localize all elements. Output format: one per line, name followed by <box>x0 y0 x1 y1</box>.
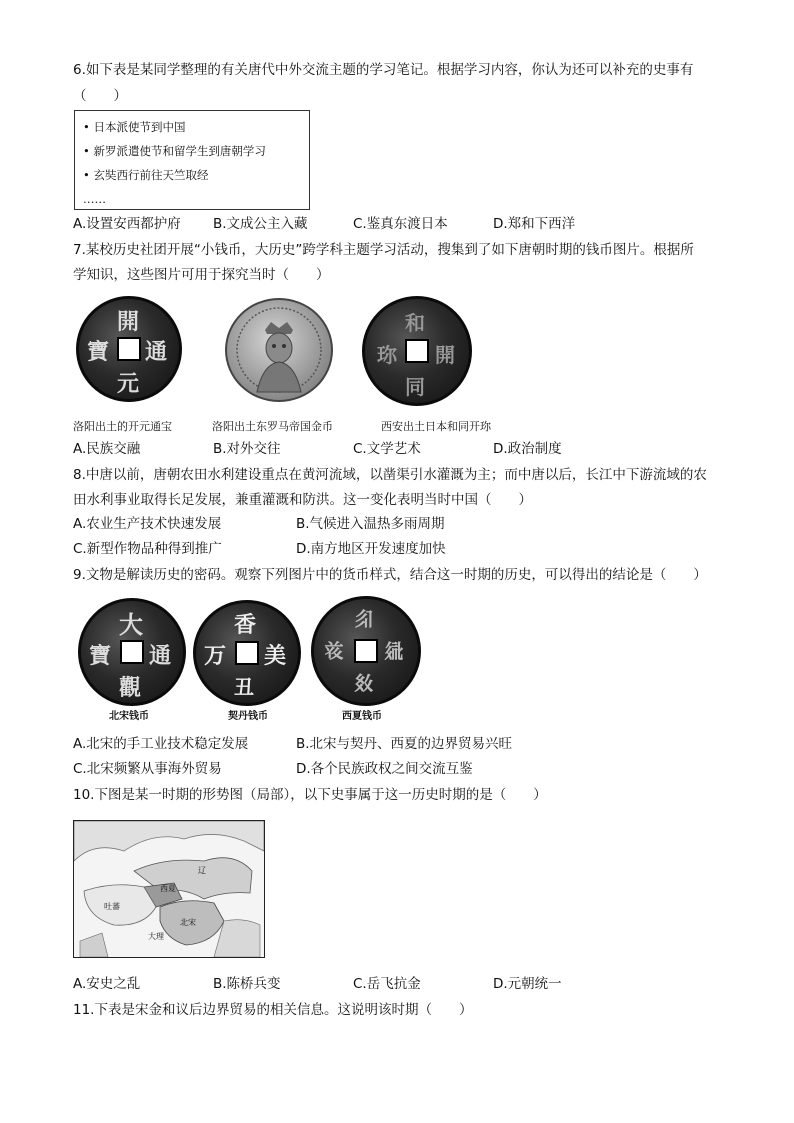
q10-stem-line1: 10.下图是某一时期的形势图（局部），以下史事属于这一历史时期的是（ ） <box>73 787 547 803</box>
q8-option-d[interactable]: D.南方地区开发速度加快 <box>296 541 446 557</box>
caption-khitan: 契丹钱币 <box>228 711 268 722</box>
q10-option-c[interactable]: C.岳飞抗金 <box>353 976 421 992</box>
map-label: 辽 <box>198 866 206 875</box>
q7-option-d[interactable]: D.政治制度 <box>493 441 562 457</box>
q10-option-a[interactable]: A.安史之乱 <box>73 976 141 992</box>
q7-option-a[interactable]: A.民族交融 <box>73 441 141 457</box>
q10-option-d[interactable]: D.元朝统一 <box>493 976 562 992</box>
khitan-coin-image: 香 美 丑 万 <box>193 600 301 706</box>
q6-option-c[interactable]: C.鉴真东渡日本 <box>353 216 448 232</box>
kaiyuan-tongbao-coin-image: 開 通 元 寶 <box>76 296 182 402</box>
map-label: 北宋 <box>180 918 196 927</box>
caption-western-xia: 西夏钱币 <box>342 711 382 722</box>
caption-wado-coin: 西安出土日本和同开珎 <box>381 420 491 433</box>
byzantine-gold-coin-image <box>225 298 333 402</box>
q9-option-a[interactable]: A.北宋的手工业技术稳定发展 <box>73 736 249 752</box>
q6-stem-line1: 6.如下表是某同学整理的有关唐代中外交流主题的学习笔记。根据学习内容，你认为还可以补充的史事有 <box>73 62 694 78</box>
map-label: 大理 <box>148 932 164 941</box>
q6-option-b[interactable]: B.文成公主入藏 <box>213 216 308 232</box>
q8-option-b[interactable]: B.气候进入温热多雨周期 <box>296 516 445 532</box>
q8-stem-line1: 8.中唐以前，唐朝农田水利建设重点在黄河流域，以凿渠引水灌溉为主；而中唐以后，长江中下游流域的农 <box>73 467 707 483</box>
caption-kaiyuan: 洛阳出土的开元通宝 <box>73 420 172 433</box>
note-item: • 日本派使节到中国 <box>83 120 186 134</box>
q7-option-c[interactable]: C.文学艺术 <box>353 441 421 457</box>
q7-option-b[interactable]: B.对外交往 <box>213 441 281 457</box>
q6-option-a[interactable]: A.设置安西都护府 <box>73 216 181 232</box>
note-item: • 新罗派遣使节和留学生到唐朝学习 <box>83 144 266 158</box>
note-item: • 玄奘西行前往天竺取经 <box>83 168 209 182</box>
western-xia-coin-image: 𗼃 𗣼 𗾈 𘝞 <box>311 596 421 706</box>
q9-option-b[interactable]: B.北宋与契丹、西夏的边界贸易兴旺 <box>296 736 513 752</box>
q8-option-a[interactable]: A.农业生产技术快速发展 <box>73 516 222 532</box>
q9-stem-line1: 9.文物是解读历史的密码。观察下列图片中的货币样式，结合这一时期的历史，可以得出的结论是（ ） <box>73 567 707 583</box>
q11-stem-line1: 11.下表是宋金和议后边界贸易的相关信息。这说明该时期（ ） <box>73 1002 473 1018</box>
map-label: 西夏 <box>160 884 176 893</box>
q6-study-notes-box <box>74 110 310 210</box>
map-label: 吐蕃 <box>104 902 120 911</box>
northern-song-coin-image: 大 通 觀 寶 <box>78 598 186 706</box>
q6-stem-line2: （ ） <box>73 88 127 104</box>
q7-stem-line2: 学知识，这些图片可用于探究当时（ ） <box>73 267 330 283</box>
q8-stem-line2: 田水利事业取得长足发展，兼重灌溉和防洪。这一变化表明当时中国（ ） <box>73 492 532 508</box>
q6-option-d[interactable]: D.郑和下西洋 <box>493 216 576 232</box>
historical-situation-map <box>73 820 265 958</box>
q7-stem-line1: 7.某校历史社团开展“小钱币，大历史”跨学科主题学习活动，搜集到了如下唐朝时期的钱币图片。根据所 <box>73 242 694 258</box>
q10-option-b[interactable]: B.陈桥兵变 <box>213 976 281 992</box>
q8-option-c[interactable]: C.新型作物品种得到推广 <box>73 541 222 557</box>
caption-northern-song: 北宋钱币 <box>109 711 149 722</box>
wado-kaichin-coin-image: 和 開 同 珎 <box>362 296 472 406</box>
q9-option-c[interactable]: C.北宋频繁从事海外贸易 <box>73 761 222 777</box>
note-item: …… <box>83 192 106 206</box>
caption-byzantine-coin: 洛阳出土东罗马帝国金币 <box>212 420 333 433</box>
q9-option-d[interactable]: D.各个民族政权之间交流互鉴 <box>296 761 473 777</box>
